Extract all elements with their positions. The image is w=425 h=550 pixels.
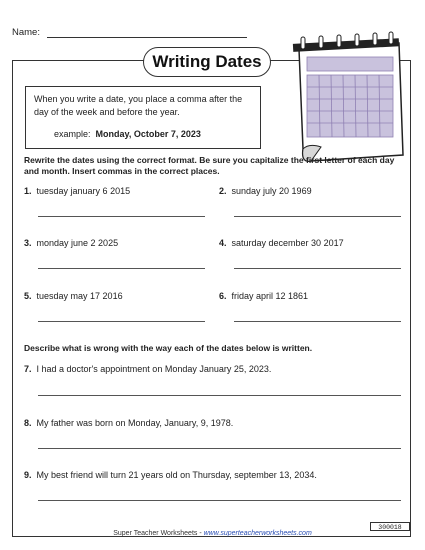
question-text: sunday july 20 1969: [231, 186, 312, 196]
footer-brand: Super Teacher Worksheets -: [113, 530, 204, 537]
page-title: Writing Dates: [143, 47, 271, 77]
example-value: Monday, October 7, 2023: [95, 129, 201, 139]
question-6: [219, 291, 308, 301]
question-number: 7.: [24, 364, 32, 374]
footer-site-link[interactable]: www.superteacherworksheets.com: [203, 530, 312, 537]
info-box: [25, 86, 261, 149]
question-number: 5.: [24, 291, 32, 301]
example-line: [34, 128, 252, 141]
name-label: Name:: [12, 27, 40, 38]
question-2: [219, 186, 312, 196]
question-number: 4.: [219, 238, 227, 248]
question-9: [24, 470, 317, 480]
question-text: My best friend will turn 21 years old on Thursday, september 13, 2034.: [36, 470, 317, 480]
answer-line-3[interactable]: [38, 268, 205, 269]
question-number: 1.: [24, 186, 32, 196]
instructions-rewrite: Rewrite the dates using the correct format. Be sure you capitalize the first letter of each day and month. Insert commas in the correct places.: [24, 155, 395, 176]
question-number: 9.: [24, 470, 32, 480]
calendar-icon: [287, 31, 411, 171]
answer-line-6[interactable]: [234, 321, 401, 322]
question-text: My father was born on Monday, January, 9, 1978.: [36, 418, 234, 428]
info-text: When you write a date, you place a comma after the day of the week and before the year.: [34, 94, 243, 117]
question-4: [219, 238, 344, 248]
answer-line-1[interactable]: [38, 216, 205, 217]
question-number: 3.: [24, 238, 32, 248]
question-number: 6.: [219, 291, 227, 301]
question-1: [24, 186, 130, 196]
answer-line-2[interactable]: [234, 216, 401, 217]
name-line[interactable]: [47, 37, 247, 38]
question-number: 2.: [219, 186, 227, 196]
question-8: [24, 418, 233, 428]
footer: [0, 530, 425, 537]
instructions-describe: Describe what is wrong with the way each of the dates below is written.: [24, 343, 313, 353]
answer-line-9[interactable]: [38, 500, 401, 501]
question-number: 8.: [24, 418, 32, 428]
answer-line-5[interactable]: [38, 321, 205, 322]
question-5: [24, 291, 123, 301]
question-3: [24, 238, 118, 248]
question-text: I had a doctor's appointment on Monday January 25, 2023.: [36, 364, 272, 374]
answer-line-7[interactable]: [38, 395, 401, 396]
question-text: friday april 12 1861: [231, 291, 309, 301]
question-7: [24, 364, 271, 374]
worksheet-code: 300018: [370, 522, 410, 531]
example-label: example:: [54, 129, 91, 139]
answer-line-8[interactable]: [38, 448, 401, 449]
answer-line-4[interactable]: [234, 268, 401, 269]
question-text: monday june 2 2025: [36, 238, 119, 248]
question-text: saturday december 30 2017: [231, 238, 344, 248]
question-text: tuesday may 17 2016: [36, 291, 123, 301]
question-text: tuesday january 6 2015: [36, 186, 131, 196]
